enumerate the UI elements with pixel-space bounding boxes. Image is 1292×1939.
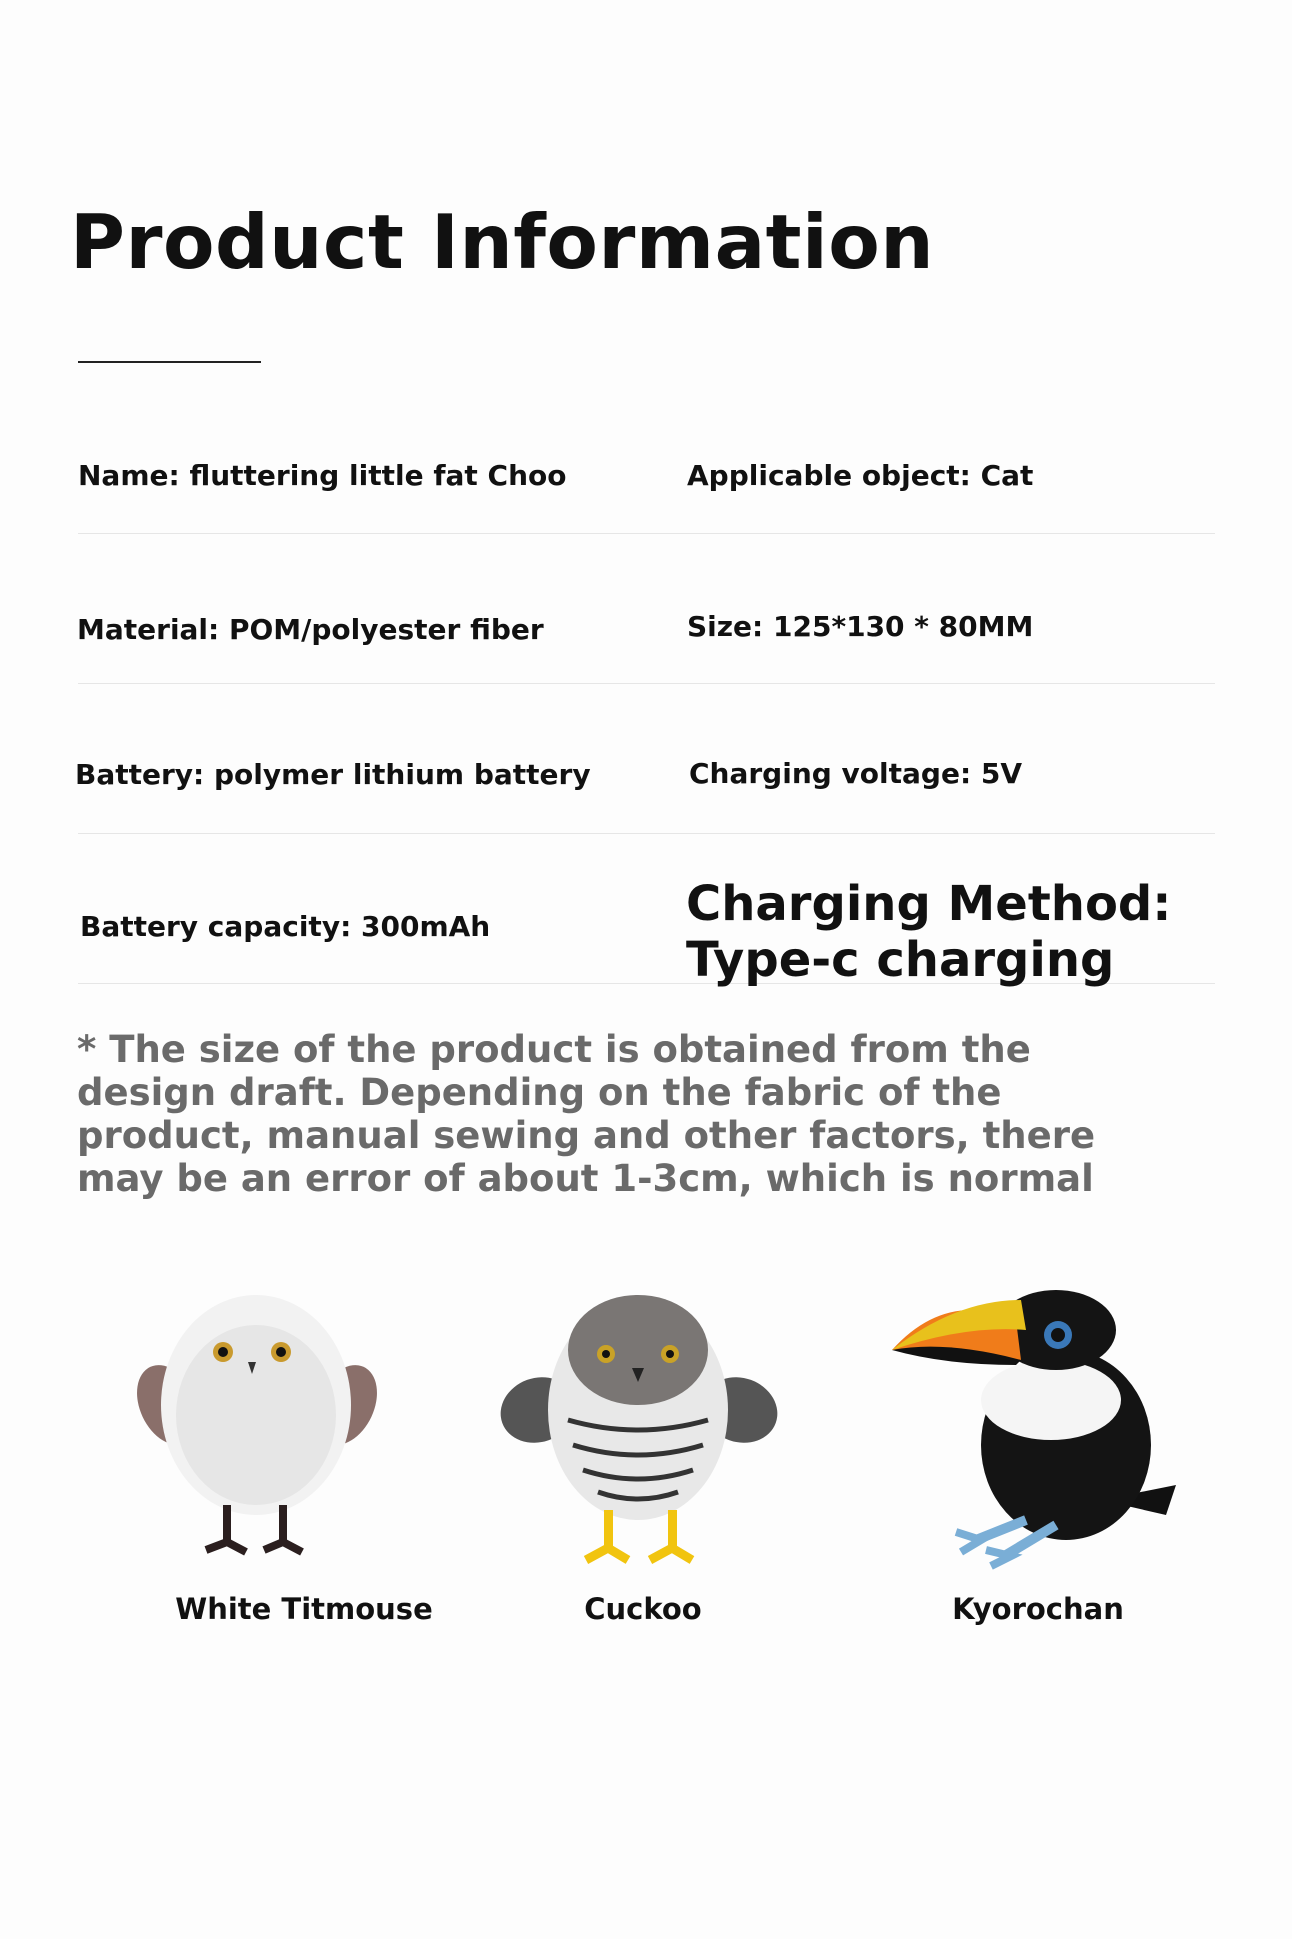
cuckoo-illustration [478,1270,798,1570]
spec-size: Size: 125*130 * 80MM [687,610,1034,643]
product-image-kyorochan [886,1270,1206,1570]
page-title: Product Information [70,198,935,286]
spec-battery: Battery: polymer lithium battery [75,758,591,791]
spec-row-divider [78,833,1215,834]
product-image-cuckoo [478,1270,798,1570]
charging-method-value: Type-c charging [686,932,1115,988]
spec-row-divider [78,683,1215,684]
spec-material: Material: POM/polyester fiber [77,613,544,646]
kyorochan-illustration [886,1270,1206,1570]
size-disclaimer-note: * The size of the product is obtained from the design draft. Depending on the fabric of the product, manual sewing and other factors, there may be an error of about 1-3cm, which is normal [77,1028,1096,1200]
title-underline [78,361,261,363]
spec-charging-method [686,876,1246,988]
spec-applicable-object: Applicable object: Cat [687,459,1034,492]
product-name-kyorochan: Kyorochan [952,1592,1124,1626]
spec-charging-voltage: Charging voltage: 5V [689,757,1023,790]
product-name-white-titmouse: White Titmouse [175,1592,433,1626]
product-name-cuckoo: Cuckoo [584,1592,702,1626]
spec-battery-capacity: Battery capacity: 300mAh [80,910,491,943]
white-titmouse-illustration [96,1270,416,1570]
charging-method-label: Charging Method: [686,876,1172,932]
spec-row-divider [78,533,1215,534]
spec-name: Name: fluttering little fat Choo [78,459,567,492]
product-image-white-titmouse [96,1270,416,1570]
